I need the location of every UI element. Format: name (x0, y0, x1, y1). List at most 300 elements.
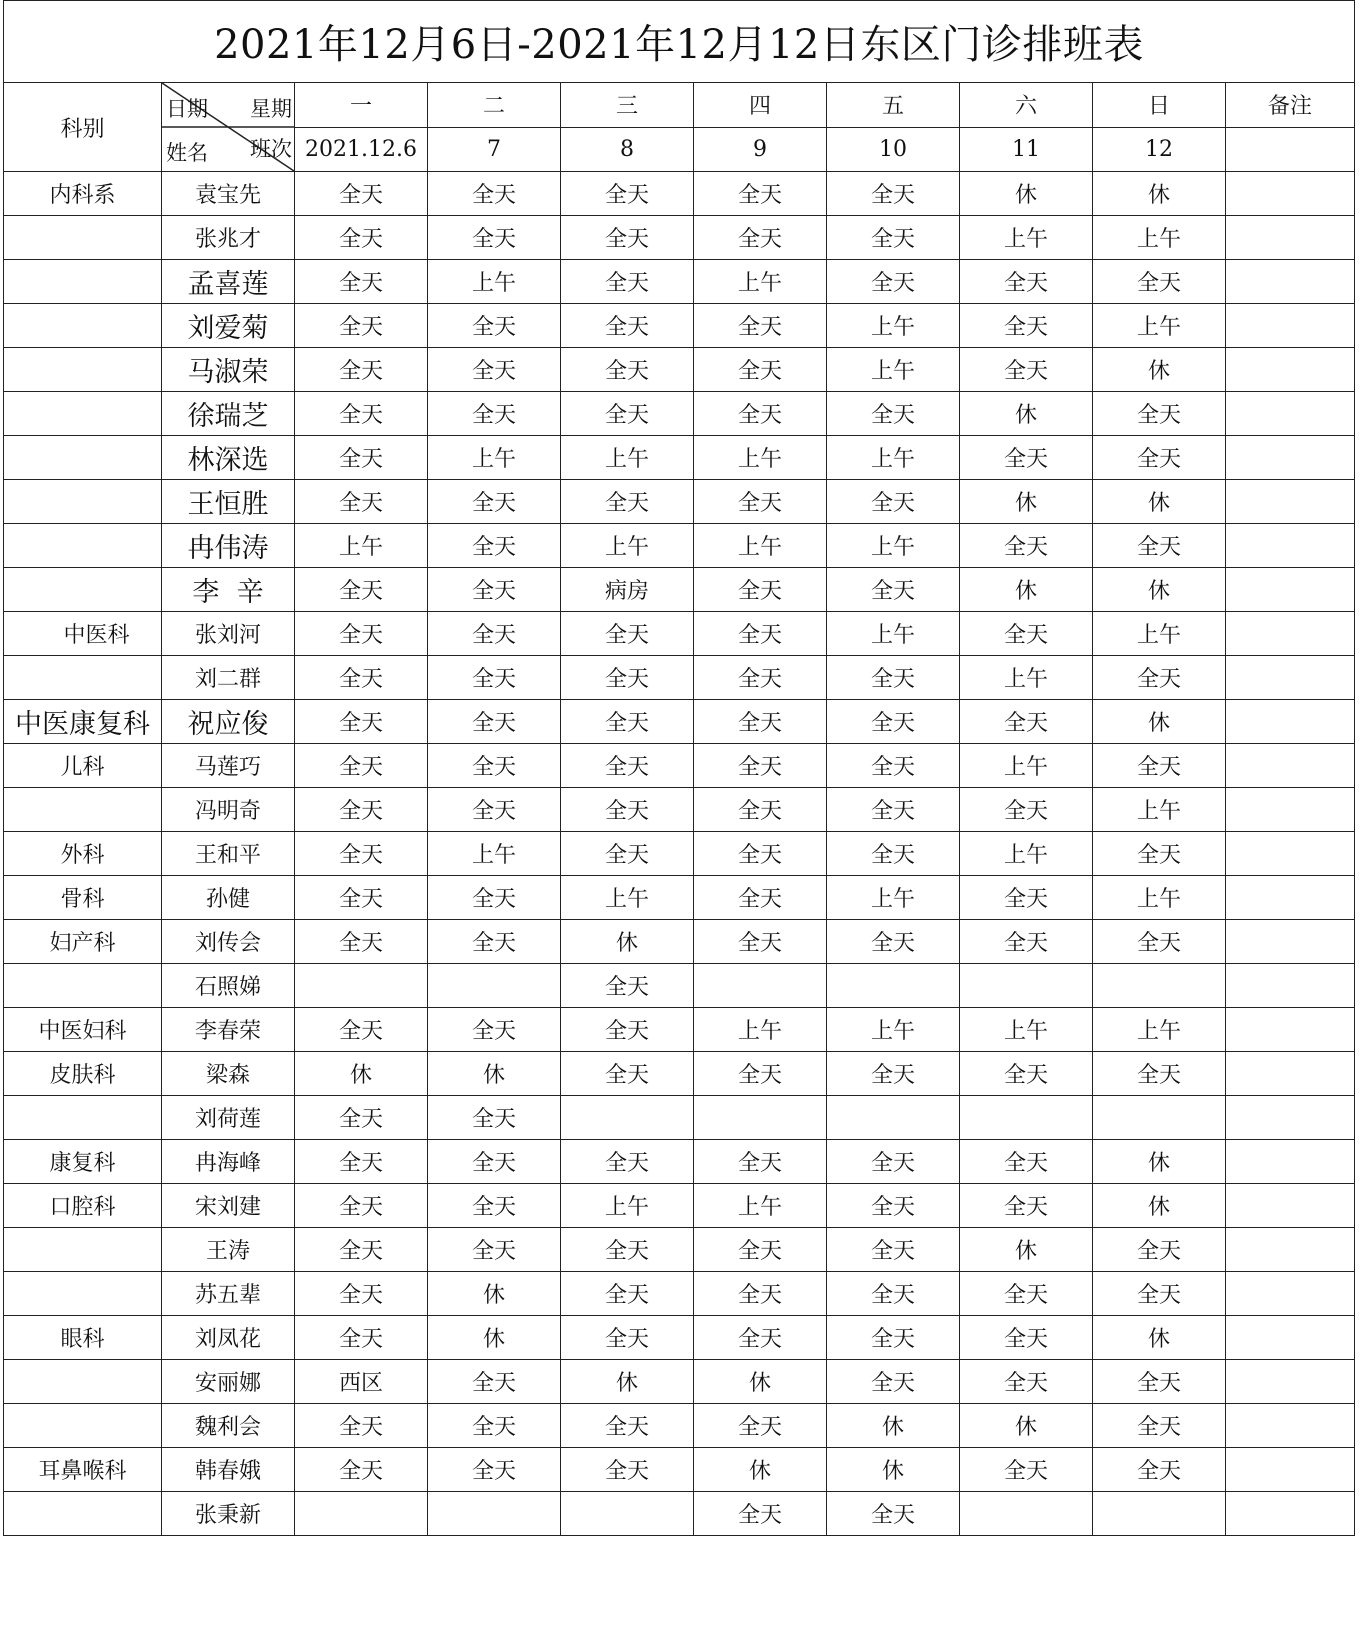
note-cell (1226, 1492, 1355, 1536)
table-row (4, 216, 1355, 260)
shift-cell: 全天 (694, 392, 827, 436)
shift-cell: 全天 (694, 1228, 827, 1272)
table-row (4, 1448, 1355, 1492)
schedule-body (4, 172, 1355, 1536)
shift-cell: 上午 (827, 304, 960, 348)
shift-cell: 全天 (827, 1184, 960, 1228)
table-row (4, 964, 1355, 1008)
shift-cell: 全天 (561, 172, 694, 216)
shift-cell: 全天 (827, 744, 960, 788)
shift-cell: 休 (694, 1360, 827, 1404)
date-6: 11 (960, 127, 1093, 172)
shift-cell: 全天 (694, 612, 827, 656)
name-cell: 孟喜莲 (162, 260, 295, 304)
note-cell (1226, 964, 1355, 1008)
shift-cell: 全天 (428, 700, 561, 744)
shift-cell: 全天 (561, 1272, 694, 1316)
name-cell: 李春荣 (162, 1008, 295, 1052)
shift-cell: 全天 (694, 832, 827, 876)
table-row (4, 260, 1355, 304)
shift-cell: 上午 (960, 216, 1093, 260)
shift-cell: 上午 (428, 832, 561, 876)
shift-cell: 全天 (561, 216, 694, 260)
shift-cell: 全天 (561, 1008, 694, 1052)
shift-cell (960, 1492, 1093, 1536)
shift-cell (295, 1492, 428, 1536)
shift-cell: 全天 (428, 1008, 561, 1052)
shift-cell: 全天 (561, 1228, 694, 1272)
shift-cell: 全天 (1093, 656, 1226, 700)
table-row (4, 524, 1355, 568)
shift-cell: 全天 (428, 1448, 561, 1492)
shift-cell: 全天 (694, 920, 827, 964)
table-row (4, 656, 1355, 700)
shift-cell: 全天 (827, 1140, 960, 1184)
name-cell: 张兆才 (162, 216, 295, 260)
shift-cell: 全天 (960, 1360, 1093, 1404)
weekday-5: 五 (827, 83, 960, 128)
shift-cell: 休 (1093, 1316, 1226, 1360)
table-row (4, 1404, 1355, 1448)
weekday-4: 四 (694, 83, 827, 128)
shift-cell: 全天 (561, 304, 694, 348)
shift-cell: 全天 (295, 1096, 428, 1140)
table-row (4, 788, 1355, 832)
table-row (4, 1184, 1355, 1228)
shift-cell: 上午 (960, 832, 1093, 876)
shift-cell: 休 (827, 1404, 960, 1448)
dept-cell (4, 568, 162, 612)
name-cell: 苏五辈 (162, 1272, 295, 1316)
dept-cell (4, 304, 162, 348)
shift-cell: 上午 (827, 1008, 960, 1052)
note-cell (1226, 832, 1355, 876)
shift-cell: 全天 (1093, 1448, 1226, 1492)
name-cell: 魏利会 (162, 1404, 295, 1448)
shift-cell: 全天 (960, 920, 1093, 964)
shift-cell: 全天 (295, 832, 428, 876)
shift-cell: 上午 (428, 436, 561, 480)
shift-cell: 全天 (428, 480, 561, 524)
shift-cell: 全天 (295, 876, 428, 920)
shift-cell: 全天 (428, 744, 561, 788)
dept-cell: 口腔科 (4, 1184, 162, 1228)
table-row (4, 1492, 1355, 1536)
note-cell (1226, 920, 1355, 964)
note-cell (1226, 1448, 1355, 1492)
shift-cell (1093, 1096, 1226, 1140)
corner-weekday-label: 星期 (250, 97, 292, 121)
date-1: 2021.12.6 (295, 127, 428, 172)
note-header-blank (1226, 127, 1355, 172)
schedule-table (3, 82, 1355, 1536)
table-row (4, 1316, 1355, 1360)
note-cell (1226, 1008, 1355, 1052)
shift-cell: 休 (1093, 700, 1226, 744)
shift-cell (960, 964, 1093, 1008)
name-cell: 徐瑞芝 (162, 392, 295, 436)
date-5: 10 (827, 127, 960, 172)
shift-cell: 全天 (295, 1316, 428, 1360)
shift-cell: 全天 (1093, 920, 1226, 964)
shift-cell: 上午 (827, 436, 960, 480)
shift-cell: 全天 (960, 1140, 1093, 1184)
shift-cell: 全天 (694, 348, 827, 392)
corner-name-label: 姓名 (166, 141, 208, 165)
shift-cell: 休 (960, 172, 1093, 216)
table-row (4, 832, 1355, 876)
shift-cell: 全天 (295, 568, 428, 612)
shift-cell: 全天 (295, 436, 428, 480)
name-cell: 梁森 (162, 1052, 295, 1096)
shift-cell: 休 (428, 1272, 561, 1316)
shift-cell: 全天 (428, 392, 561, 436)
shift-cell: 全天 (295, 612, 428, 656)
shift-cell: 全天 (561, 348, 694, 392)
table-row (4, 172, 1355, 216)
shift-cell: 全天 (827, 832, 960, 876)
shift-cell: 全天 (1093, 1360, 1226, 1404)
note-cell (1226, 392, 1355, 436)
shift-cell: 全天 (295, 260, 428, 304)
shift-cell: 上午 (694, 260, 827, 304)
shift-cell: 全天 (827, 1360, 960, 1404)
shift-cell: 全天 (561, 392, 694, 436)
shift-cell: 全天 (561, 612, 694, 656)
shift-cell: 全天 (694, 744, 827, 788)
dept-cell (4, 260, 162, 304)
shift-cell (561, 1492, 694, 1536)
weekday-2: 二 (428, 83, 561, 128)
dept-cell: 内科系 (4, 172, 162, 216)
shift-cell: 全天 (561, 964, 694, 1008)
header-row-weekday (4, 83, 1355, 128)
shift-cell: 全天 (827, 1316, 960, 1360)
name-cell: 刘凤花 (162, 1316, 295, 1360)
name-cell: 孙健 (162, 876, 295, 920)
corner-date-label: 日期 (166, 97, 208, 121)
shift-cell: 西区 (295, 1360, 428, 1404)
shift-cell (960, 1096, 1093, 1140)
dept-cell: 康复科 (4, 1140, 162, 1184)
shift-cell: 休 (1093, 172, 1226, 216)
shift-cell: 全天 (827, 656, 960, 700)
shift-cell: 休 (960, 480, 1093, 524)
shift-cell: 休 (1093, 1184, 1226, 1228)
name-cell: 王恒胜 (162, 480, 295, 524)
shift-cell: 全天 (428, 568, 561, 612)
weekday-1: 一 (295, 83, 428, 128)
shift-cell: 全天 (561, 700, 694, 744)
shift-cell: 休 (960, 392, 1093, 436)
shift-cell: 上午 (561, 524, 694, 568)
name-cell: 安丽娜 (162, 1360, 295, 1404)
shift-cell: 全天 (295, 392, 428, 436)
weekday-3: 三 (561, 83, 694, 128)
note-cell (1226, 876, 1355, 920)
shift-cell: 全天 (960, 788, 1093, 832)
shift-cell (827, 964, 960, 1008)
dept-cell: 耳鼻喉科 (4, 1448, 162, 1492)
shift-cell: 全天 (295, 744, 428, 788)
table-row (4, 744, 1355, 788)
shift-cell: 上午 (827, 612, 960, 656)
shift-cell: 全天 (561, 744, 694, 788)
name-cell: 张秉新 (162, 1492, 295, 1536)
date-2: 7 (428, 127, 561, 172)
note-cell (1226, 348, 1355, 392)
shift-cell: 全天 (960, 1316, 1093, 1360)
shift-cell: 全天 (295, 1184, 428, 1228)
name-cell: 冉海峰 (162, 1140, 295, 1184)
shift-cell: 全天 (827, 1228, 960, 1272)
shift-cell: 休 (561, 920, 694, 964)
shift-cell: 全天 (827, 260, 960, 304)
note-cell (1226, 744, 1355, 788)
table-row (4, 1008, 1355, 1052)
name-cell: 马莲巧 (162, 744, 295, 788)
note-cell (1226, 260, 1355, 304)
shift-cell: 上午 (295, 524, 428, 568)
table-row (4, 304, 1355, 348)
shift-cell: 上午 (561, 1184, 694, 1228)
shift-cell: 全天 (1093, 1052, 1226, 1096)
shift-cell: 全天 (694, 876, 827, 920)
dept-cell (4, 392, 162, 436)
shift-cell: 全天 (1093, 832, 1226, 876)
name-cell: 林深选 (162, 436, 295, 480)
note-cell (1226, 1184, 1355, 1228)
corner-shift-label: 班次 (250, 137, 292, 161)
shift-cell: 上午 (561, 436, 694, 480)
shift-cell: 全天 (561, 1448, 694, 1492)
shift-cell: 全天 (694, 480, 827, 524)
shift-cell: 全天 (1093, 260, 1226, 304)
name-cell: 石照娣 (162, 964, 295, 1008)
table-row (4, 1272, 1355, 1316)
shift-cell: 休 (1093, 480, 1226, 524)
shift-cell: 全天 (1093, 1404, 1226, 1448)
shift-cell: 全天 (827, 172, 960, 216)
shift-cell (1093, 964, 1226, 1008)
shift-cell: 全天 (960, 304, 1093, 348)
shift-cell: 全天 (827, 920, 960, 964)
shift-cell: 全天 (428, 1140, 561, 1184)
shift-cell (1093, 1492, 1226, 1536)
name-cell: 刘爱菊 (162, 304, 295, 348)
shift-cell: 全天 (960, 612, 1093, 656)
dept-cell (4, 1360, 162, 1404)
shift-cell: 全天 (960, 260, 1093, 304)
shift-cell: 全天 (428, 172, 561, 216)
shift-cell: 全天 (827, 788, 960, 832)
note-cell (1226, 1096, 1355, 1140)
shift-cell (428, 1492, 561, 1536)
note-cell (1226, 1316, 1355, 1360)
shift-cell: 全天 (561, 1404, 694, 1448)
shift-cell: 全天 (428, 788, 561, 832)
shift-cell: 全天 (960, 348, 1093, 392)
shift-cell: 全天 (694, 304, 827, 348)
dept-cell (4, 1096, 162, 1140)
note-cell (1226, 1228, 1355, 1272)
shift-cell: 全天 (827, 1492, 960, 1536)
shift-cell: 休 (960, 1228, 1093, 1272)
date-3: 8 (561, 127, 694, 172)
shift-cell: 全天 (295, 788, 428, 832)
note-cell (1226, 1140, 1355, 1184)
shift-cell: 全天 (694, 172, 827, 216)
table-row (4, 1228, 1355, 1272)
shift-cell: 全天 (694, 700, 827, 744)
shift-cell: 全天 (561, 788, 694, 832)
shift-cell: 全天 (295, 1448, 428, 1492)
shift-cell: 全天 (428, 876, 561, 920)
name-cell: 王和平 (162, 832, 295, 876)
shift-cell (428, 964, 561, 1008)
shift-cell: 全天 (561, 480, 694, 524)
shift-cell: 休 (960, 1404, 1093, 1448)
shift-cell: 全天 (827, 1052, 960, 1096)
note-header: 备注 (1226, 83, 1355, 128)
shift-cell: 上午 (827, 348, 960, 392)
dept-cell: 外科 (4, 832, 162, 876)
shift-cell: 全天 (694, 1316, 827, 1360)
shift-cell: 上午 (1093, 216, 1226, 260)
note-cell (1226, 612, 1355, 656)
dept-cell (4, 788, 162, 832)
dept-cell (4, 348, 162, 392)
shift-cell: 休 (428, 1052, 561, 1096)
dept-cell: 中医妇科 (4, 1008, 162, 1052)
shift-cell: 全天 (960, 1448, 1093, 1492)
corner-header-cell (162, 83, 295, 172)
shift-cell: 全天 (1093, 1228, 1226, 1272)
shift-cell: 全天 (428, 216, 561, 260)
note-cell (1226, 480, 1355, 524)
shift-cell: 全天 (295, 656, 428, 700)
shift-cell: 全天 (694, 1140, 827, 1184)
shift-cell: 全天 (1093, 392, 1226, 436)
dept-cell: 中医科 (4, 612, 162, 656)
shift-cell: 上午 (1093, 788, 1226, 832)
note-cell (1226, 700, 1355, 744)
table-row (4, 436, 1355, 480)
shift-cell: 上午 (960, 1008, 1093, 1052)
date-7: 12 (1093, 127, 1226, 172)
shift-cell: 上午 (694, 1184, 827, 1228)
shift-cell: 休 (694, 1448, 827, 1492)
shift-cell: 全天 (1093, 744, 1226, 788)
name-cell: 冉伟涛 (162, 524, 295, 568)
shift-cell: 病房 (561, 568, 694, 612)
name-cell: 刘传会 (162, 920, 295, 964)
dept-cell (4, 1228, 162, 1272)
shift-cell: 上午 (960, 744, 1093, 788)
name-cell: 韩春娥 (162, 1448, 295, 1492)
weekday-7: 日 (1093, 83, 1226, 128)
dept-cell (4, 1404, 162, 1448)
shift-cell: 休 (1093, 568, 1226, 612)
shift-cell: 全天 (561, 1052, 694, 1096)
shift-cell: 上午 (1093, 1008, 1226, 1052)
dept-cell (4, 480, 162, 524)
dept-cell: 儿科 (4, 744, 162, 788)
shift-cell (827, 1096, 960, 1140)
shift-cell: 上午 (428, 260, 561, 304)
shift-cell: 上午 (694, 524, 827, 568)
shift-cell: 全天 (960, 700, 1093, 744)
name-cell: 马淑荣 (162, 348, 295, 392)
shift-cell: 全天 (295, 480, 428, 524)
table-row (4, 480, 1355, 524)
shift-cell: 全天 (694, 568, 827, 612)
shift-cell: 全天 (827, 700, 960, 744)
dept-cell: 眼科 (4, 1316, 162, 1360)
shift-cell: 全天 (428, 612, 561, 656)
name-cell: 祝应俊 (162, 700, 295, 744)
note-cell (1226, 524, 1355, 568)
shift-cell: 休 (428, 1316, 561, 1360)
dept-cell: 皮肤科 (4, 1052, 162, 1096)
shift-cell: 全天 (428, 1404, 561, 1448)
note-cell (1226, 172, 1355, 216)
note-cell (1226, 216, 1355, 260)
shift-cell: 全天 (295, 1228, 428, 1272)
weekday-6: 六 (960, 83, 1093, 128)
shift-cell: 全天 (561, 832, 694, 876)
shift-cell: 全天 (960, 524, 1093, 568)
name-cell: 宋刘建 (162, 1184, 295, 1228)
shift-cell: 全天 (295, 700, 428, 744)
note-cell (1226, 1404, 1355, 1448)
dept-cell: 骨科 (4, 876, 162, 920)
shift-cell: 上午 (1093, 304, 1226, 348)
shift-cell: 休 (1093, 1140, 1226, 1184)
shift-cell: 全天 (295, 216, 428, 260)
shift-cell: 全天 (960, 436, 1093, 480)
name-cell: 袁宝先 (162, 172, 295, 216)
note-cell (1226, 656, 1355, 700)
shift-cell: 全天 (694, 1052, 827, 1096)
note-cell (1226, 1360, 1355, 1404)
shift-cell: 全天 (694, 1492, 827, 1536)
note-cell (1226, 568, 1355, 612)
shift-cell: 上午 (1093, 876, 1226, 920)
shift-cell: 全天 (694, 788, 827, 832)
table-row (4, 920, 1355, 964)
shift-cell: 休 (295, 1052, 428, 1096)
shift-cell: 上午 (827, 524, 960, 568)
name-cell: 刘荷莲 (162, 1096, 295, 1140)
shift-cell: 上午 (561, 876, 694, 920)
note-cell (1226, 436, 1355, 480)
shift-cell: 全天 (428, 920, 561, 964)
note-cell (1226, 788, 1355, 832)
dept-cell (4, 1492, 162, 1536)
shift-cell: 全天 (428, 1228, 561, 1272)
schedule-sheet (3, 0, 1358, 1536)
table-row (4, 1360, 1355, 1404)
dept-cell (4, 1272, 162, 1316)
shift-cell: 休 (1093, 348, 1226, 392)
shift-cell: 上午 (960, 656, 1093, 700)
shift-cell: 全天 (295, 348, 428, 392)
shift-cell: 全天 (428, 524, 561, 568)
shift-cell: 全天 (1093, 436, 1226, 480)
shift-cell: 全天 (960, 876, 1093, 920)
shift-cell: 全天 (295, 172, 428, 216)
